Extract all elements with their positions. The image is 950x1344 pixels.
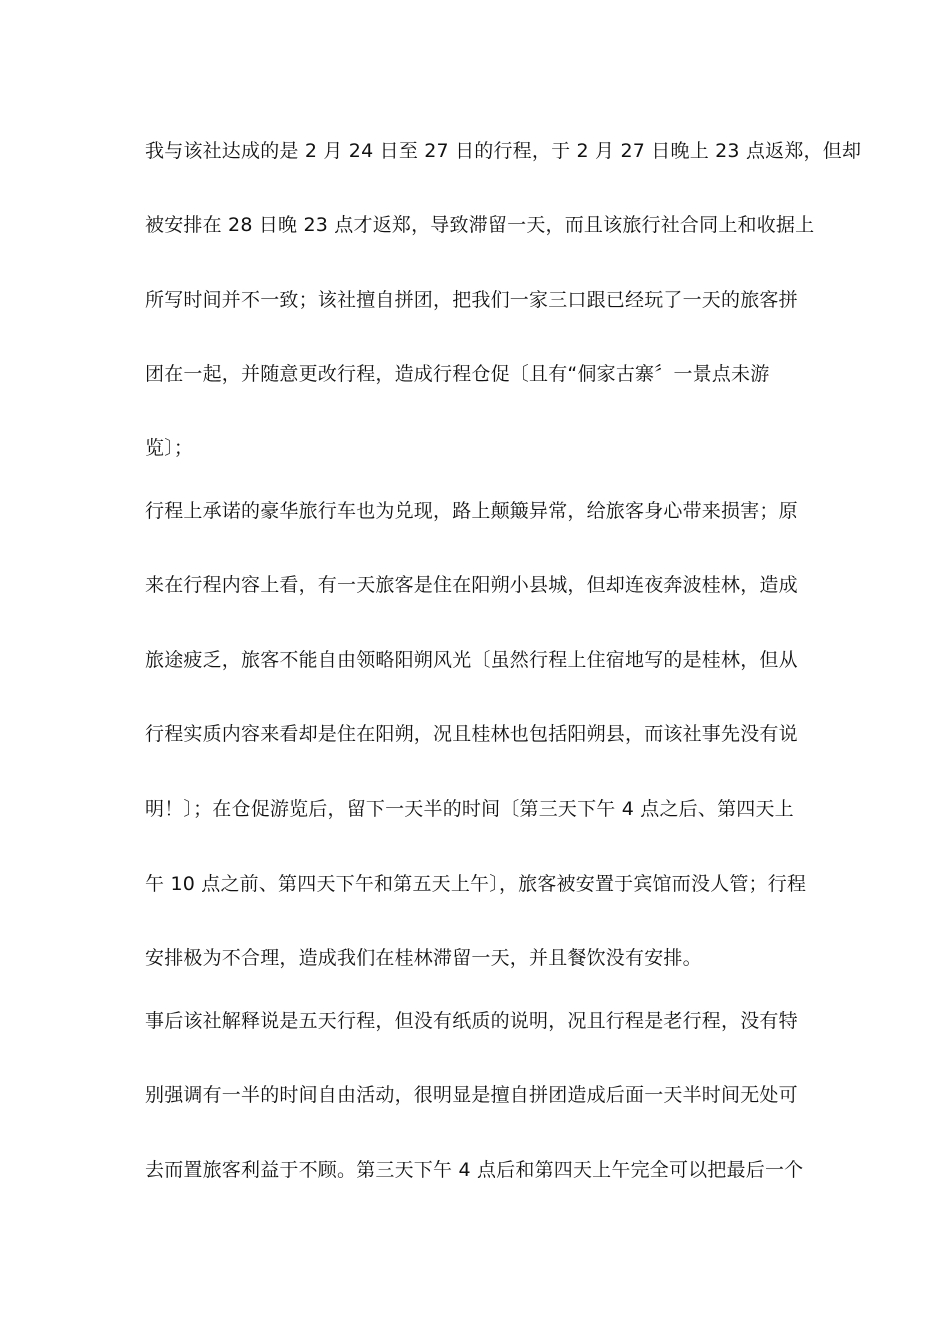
- text-line: 行程实质内容来看却是住在阳朔，况且桂林也包括阳朔县，而该社事先没有说: [145, 723, 798, 745]
- text-line: 旅途疲乏，旅客不能自由领略阳朔风光〔虽然行程上住宿地写的是桂林，但从: [145, 649, 798, 671]
- text-line: 被安排在 28 日晚 23 点才返郑，导致滞留一天，而且该旅行社合同上和收据上: [145, 214, 815, 236]
- text-line: 别强调有一半的时间自由活动，很明显是擅自拼团造成后面一天半时间无处可: [145, 1084, 798, 1106]
- text-line: 明！〕；在仓促游览后，留下一天半的时间〔第三天下午 4 点之后、第四天上: [145, 798, 794, 820]
- text-line: 行程上承诺的豪华旅行车也为兑现，路上颠簸异常，给旅客身心带来损害；原: [145, 500, 798, 522]
- text-line: 去而置旅客利益于不顾。第三天下午 4 点后和第四天上午完全可以把最后一个: [145, 1159, 804, 1181]
- text-line: 来在行程内容上看，有一天旅客是住在阳朔小县城，但却连夜奔波桂林，造成: [145, 574, 798, 596]
- text-line: 午 10 点之前、第四天下午和第五天上午〕，旅客被安置于宾馆而没人管；行程: [145, 873, 807, 895]
- text-line: 我与该社达成的是 2 月 24 日至 27 日的行程，于 2 月 27 日晚上 23 点返郑，但却: [145, 140, 862, 162]
- text-line: 事后该社解释说是五天行程，但没有纸质的说明，况且行程是老行程，没有特: [145, 1010, 798, 1032]
- text-line: 所写时间并不一致；该社擅自拼团，把我们一家三口跟已经玩了一天的旅客拼: [145, 289, 798, 311]
- text-line: 团在一起，并随意更改行程，造成行程仓促〔且有“侗家古寨〞一景点未游: [145, 363, 770, 385]
- text-line: 安排极为不合理，造成我们在桂林滞留一天，并且餐饮没有安排。: [145, 947, 702, 969]
- text-line: 览〕；: [145, 437, 194, 459]
